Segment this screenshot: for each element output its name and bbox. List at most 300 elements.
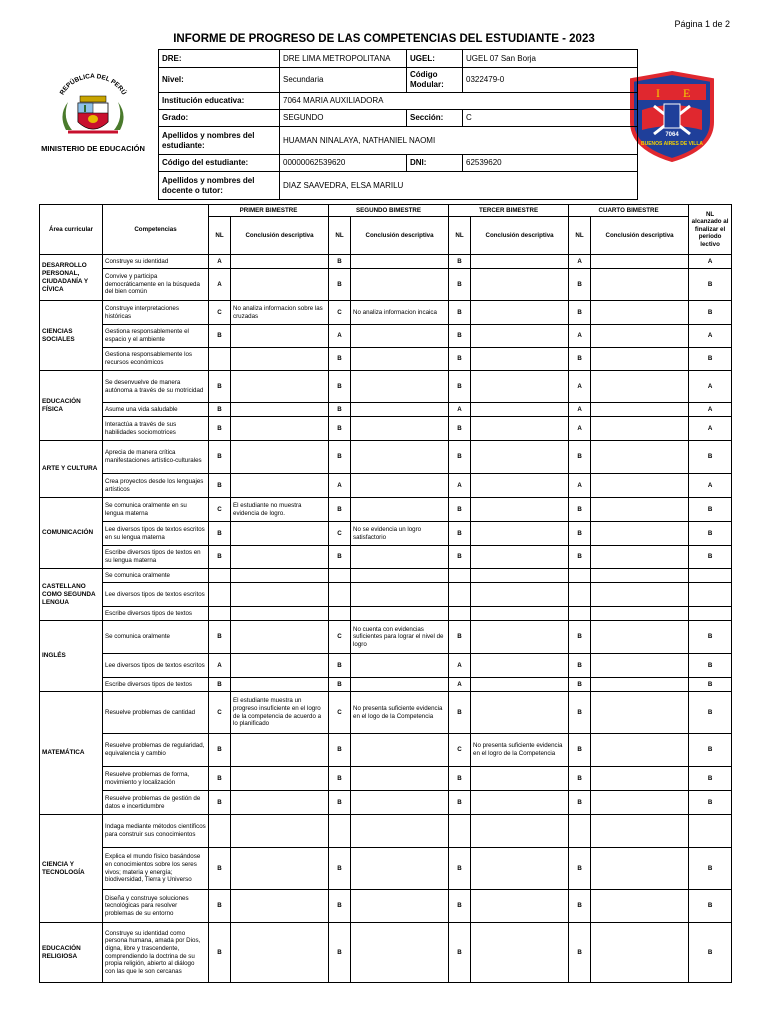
grade-nl-bim2: B — [329, 498, 351, 522]
competency-name: Resuelve problemas de gestión de datos e incertidumbre — [103, 791, 209, 815]
grade-nl-bim3: B — [449, 325, 471, 348]
conclusion-bim4 — [591, 678, 689, 692]
conclusion-bim4 — [591, 569, 689, 583]
conclusion-bim3 — [471, 474, 569, 498]
grade-nl-bim3: B — [449, 621, 471, 654]
competency-name: Se comunica oralmente — [103, 569, 209, 583]
grade-nl-bim4: B — [569, 734, 591, 767]
conclusion-bim2 — [351, 569, 449, 583]
grade-nl-bim1 — [209, 607, 231, 621]
conclusion-bim1 — [231, 255, 329, 269]
ie-value: 7064 MARIA AUXILIADORA — [280, 93, 638, 110]
conclusion-bim2 — [351, 583, 449, 607]
grade-nl-bim4: B — [569, 546, 591, 569]
grade-final: B — [689, 269, 732, 301]
conclusion-bim1: El estudiante muestra un progreso insuficiente en el logro de la competencia de acuerdo a lo planificado — [231, 692, 329, 734]
grade-final: B — [689, 734, 732, 767]
conclusion-bim1 — [231, 441, 329, 474]
conclusion-bim1 — [231, 546, 329, 569]
competency-name: Crea proyectos desde los lenguajes artísticos — [103, 474, 209, 498]
grade-nl-bim2: B — [329, 546, 351, 569]
header-nl: NL — [449, 217, 471, 255]
grade-final: B — [689, 692, 732, 734]
school-crest-icon — [626, 70, 718, 162]
student-code-value: 00000062539620 — [280, 155, 407, 172]
area-name: EDUCACIÓN RELIGIOSA — [40, 923, 103, 983]
competency-name: Construye su identidad como persona humana, amada por Dios, digna, libre y trascendente, comprendiendo la doctrina de su propia religión, abierto al diálogo con las que le son cercanas — [103, 923, 209, 983]
school-crest — [626, 70, 718, 162]
svg-text:7064: 7064 — [665, 132, 679, 138]
conclusion-bim3 — [471, 621, 569, 654]
conclusion-bim4 — [591, 325, 689, 348]
area-name: ARTE Y CULTURA — [40, 441, 103, 498]
conclusion-bim2 — [351, 546, 449, 569]
conclusion-bim2 — [351, 654, 449, 678]
grade-nl-bim4 — [569, 583, 591, 607]
grade-nl-bim2: C — [329, 301, 351, 325]
competency-name: Resuelve problemas de regularidad, equivalencia y cambio — [103, 734, 209, 767]
student-name-value: HUAMAN NINALAYA, NATHANIEL NAOMI — [280, 127, 638, 155]
table-row — [40, 767, 732, 791]
svg-text:BUENOS AIRES DE VILLA: BUENOS AIRES DE VILLA — [640, 141, 704, 147]
conclusion-bim4 — [591, 767, 689, 791]
conclusion-bim1 — [231, 890, 329, 923]
grade-nl-bim4: B — [569, 621, 591, 654]
conclusion-bim3 — [471, 403, 569, 417]
conclusion-bim4 — [591, 890, 689, 923]
arc-text: REPÚBLICA DEL PERÚ — [58, 72, 128, 97]
competency-name: Gestiona responsablemente los recursos económicos — [103, 348, 209, 371]
table-row — [40, 890, 732, 923]
grade-nl-bim2: B — [329, 848, 351, 890]
dni-value: 62539620 — [463, 155, 638, 172]
grade-final — [689, 569, 732, 583]
grade-nl-bim2: B — [329, 403, 351, 417]
grade-nl-bim4: B — [569, 301, 591, 325]
conclusion-bim2: No presenta suficiente evidencia en el logo de la Competencia — [351, 692, 449, 734]
table-row — [40, 607, 732, 621]
conclusion-bim1 — [231, 923, 329, 983]
header-bim3: TERCER BIMESTRE — [449, 205, 569, 217]
codmod-label: Código Modular: — [407, 68, 463, 93]
grade-nl-bim1: B — [209, 474, 231, 498]
conclusion-bim2 — [351, 791, 449, 815]
conclusion-bim4 — [591, 255, 689, 269]
grade-nl-bim3: B — [449, 848, 471, 890]
conclusion-bim3 — [471, 269, 569, 301]
grade-nl-bim2 — [329, 815, 351, 848]
grade-nl-bim1: B — [209, 734, 231, 767]
tutor-label: Apellidos y nombres del docente o tutor: — [159, 172, 280, 200]
grade-nl-bim2: B — [329, 654, 351, 678]
dre-value: DRE LIMA METROPOLITANA — [280, 50, 407, 68]
conclusion-bim2 — [351, 607, 449, 621]
grade-nl-bim4 — [569, 815, 591, 848]
grade-nl-bim1 — [209, 348, 231, 371]
grade-nl-bim1: B — [209, 791, 231, 815]
grade-nl-bim2 — [329, 569, 351, 583]
conclusion-bim3 — [471, 441, 569, 474]
table-row — [40, 848, 732, 890]
conclusion-bim2 — [351, 498, 449, 522]
area-name: MATEMÁTICA — [40, 692, 103, 815]
grade-nl-bim1: A — [209, 269, 231, 301]
area-name: CASTELLANO COMO SEGUNDA LENGUA — [40, 569, 103, 621]
header-nl: NL — [569, 217, 591, 255]
conclusion-bim4 — [591, 546, 689, 569]
conclusion-bim1 — [231, 569, 329, 583]
table-row — [40, 371, 732, 403]
conclusion-bim2 — [351, 269, 449, 301]
area-name: EDUCACIÓN FÍSICA — [40, 371, 103, 441]
conclusion-bim4 — [591, 583, 689, 607]
grade-nl-bim2: C — [329, 522, 351, 546]
competency-name: Se desenvuelve de manera autónoma a través de su motricidad — [103, 371, 209, 403]
grade-nl-bim1: B — [209, 621, 231, 654]
conclusion-bim4 — [591, 607, 689, 621]
conclusion-bim1 — [231, 678, 329, 692]
competency-name: Construye interpretaciones históricas — [103, 301, 209, 325]
grade-nl-bim4: B — [569, 848, 591, 890]
grado-value: SEGUNDO — [280, 110, 407, 127]
grade-final: B — [689, 678, 732, 692]
grade-nl-bim4: A — [569, 325, 591, 348]
grade-nl-bim1: A — [209, 654, 231, 678]
conclusion-bim3 — [471, 371, 569, 403]
grade-nl-bim1 — [209, 815, 231, 848]
grade-nl-bim3: B — [449, 255, 471, 269]
grade-nl-bim4: A — [569, 403, 591, 417]
grade-nl-bim3: B — [449, 301, 471, 325]
grade-final: B — [689, 348, 732, 371]
ministry-logo — [38, 70, 148, 160]
grade-final: B — [689, 848, 732, 890]
report-title: INFORME DE PROGRESO DE LAS COMPETENCIAS DEL ESTUDIANTE - 2023 — [173, 33, 595, 45]
tutor-value: DIAZ SAAVEDRA, ELSA MARILU — [280, 172, 638, 200]
table-row — [40, 569, 732, 583]
competency-name: Aprecia de manera crítica manifestaciones artístico-culturales — [103, 441, 209, 474]
conclusion-bim2: No analiza informacion incaica — [351, 301, 449, 325]
grade-nl-bim1: B — [209, 546, 231, 569]
grade-nl-bim4: A — [569, 417, 591, 441]
conclusion-bim1 — [231, 403, 329, 417]
conclusion-bim3 — [471, 815, 569, 848]
grade-nl-bim1: C — [209, 301, 231, 325]
grade-nl-bim1: B — [209, 767, 231, 791]
table-row — [40, 403, 732, 417]
grade-final: A — [689, 255, 732, 269]
conclusion-bim4 — [591, 734, 689, 767]
conclusion-bim3 — [471, 522, 569, 546]
competency-name: Indaga mediante métodos científicos para construir sus conocimientos — [103, 815, 209, 848]
grade-nl-bim2: C — [329, 621, 351, 654]
student-info-table — [158, 49, 638, 200]
grade-nl-bim3 — [449, 569, 471, 583]
svg-text:I: I — [656, 86, 660, 100]
conclusion-bim2 — [351, 815, 449, 848]
conclusion-bim1 — [231, 848, 329, 890]
table-row — [40, 654, 732, 678]
conclusion-bim2 — [351, 403, 449, 417]
table-row — [40, 255, 732, 269]
conclusion-bim2 — [351, 371, 449, 403]
ministry-label: MINISTERIO DE EDUCACIÓN — [41, 144, 145, 153]
grade-nl-bim2: B — [329, 890, 351, 923]
ugel-value: UGEL 07 San Borja — [463, 50, 638, 68]
conclusion-bim1: El estudiante no muestra evidencia de logro. — [231, 498, 329, 522]
header-area: Área curricular — [40, 205, 103, 255]
competency-name: Escribe diversos tipos de textos — [103, 678, 209, 692]
conclusion-bim3 — [471, 767, 569, 791]
grade-nl-bim2: B — [329, 923, 351, 983]
grade-nl-bim3: A — [449, 654, 471, 678]
conclusion-bim2 — [351, 678, 449, 692]
conclusion-bim3 — [471, 546, 569, 569]
conclusion-bim1 — [231, 371, 329, 403]
conclusion-bim2: No se evidencia un logro satisfactorio — [351, 522, 449, 546]
conclusion-bim1 — [231, 734, 329, 767]
grade-nl-bim3: A — [449, 403, 471, 417]
codmod-value: 0322479-0 — [463, 68, 638, 93]
conclusion-bim4 — [591, 498, 689, 522]
table-row — [40, 546, 732, 569]
grade-final: B — [689, 791, 732, 815]
grade-nl-bim4: B — [569, 498, 591, 522]
grade-nl-bim3: B — [449, 269, 471, 301]
grade-nl-bim3: A — [449, 474, 471, 498]
grade-final: B — [689, 522, 732, 546]
conclusion-bim1 — [231, 654, 329, 678]
grade-nl-bim1: B — [209, 923, 231, 983]
conclusion-bim3 — [471, 583, 569, 607]
competency-name: Construye su identidad — [103, 255, 209, 269]
header-bim1: PRIMER BIMESTRE — [209, 205, 329, 217]
grade-nl-bim4: B — [569, 767, 591, 791]
grade-nl-bim3: B — [449, 546, 471, 569]
conclusion-bim1 — [231, 815, 329, 848]
grade-nl-bim2: B — [329, 417, 351, 441]
competency-name: Lee diversos tipos de textos escritos — [103, 654, 209, 678]
conclusion-bim3 — [471, 890, 569, 923]
grade-final: B — [689, 890, 732, 923]
competency-name: Escribe diversos tipos de textos en su lengua materna — [103, 546, 209, 569]
competency-name: Resuelve problemas de forma, movimiento y localización — [103, 767, 209, 791]
conclusion-bim1 — [231, 583, 329, 607]
conclusion-bim4 — [591, 923, 689, 983]
conclusion-bim3 — [471, 678, 569, 692]
grade-nl-bim3 — [449, 607, 471, 621]
conclusion-bim3 — [471, 654, 569, 678]
conclusion-bim3 — [471, 569, 569, 583]
table-row — [40, 441, 732, 474]
conclusion-bim4 — [591, 474, 689, 498]
grade-nl-bim1: B — [209, 890, 231, 923]
competency-name: Asume una vida saludable — [103, 403, 209, 417]
svg-text:E: E — [683, 86, 691, 100]
competency-name: Se comunica oralmente — [103, 621, 209, 654]
grade-nl-bim2: B — [329, 441, 351, 474]
conclusion-bim4 — [591, 417, 689, 441]
conclusion-bim3 — [471, 255, 569, 269]
table-row — [40, 269, 732, 301]
grade-nl-bim3: B — [449, 522, 471, 546]
grade-nl-bim1 — [209, 569, 231, 583]
area-name: CIENCIA Y TECNOLOGÍA — [40, 815, 103, 923]
conclusion-bim3 — [471, 607, 569, 621]
grade-nl-bim3: B — [449, 890, 471, 923]
conclusion-bim2 — [351, 474, 449, 498]
conclusion-bim2 — [351, 923, 449, 983]
conclusion-bim4 — [591, 441, 689, 474]
table-row — [40, 621, 732, 654]
competency-name: Se comunica oralmente en su lengua materna — [103, 498, 209, 522]
grade-nl-bim3: B — [449, 923, 471, 983]
grade-nl-bim3: B — [449, 348, 471, 371]
nivel-label: Nivel: — [159, 68, 280, 93]
grade-nl-bim2: B — [329, 734, 351, 767]
grade-nl-bim4: B — [569, 791, 591, 815]
conclusion-bim4 — [591, 791, 689, 815]
grade-final — [689, 815, 732, 848]
competency-name: Diseña y construye soluciones tecnológicas para resolver problemas de su entorno — [103, 890, 209, 923]
grade-nl-bim2 — [329, 583, 351, 607]
grade-nl-bim2: B — [329, 791, 351, 815]
conclusion-bim3 — [471, 692, 569, 734]
grade-nl-bim3: C — [449, 734, 471, 767]
grade-nl-bim4: B — [569, 923, 591, 983]
grade-final: A — [689, 371, 732, 403]
conclusion-bim3 — [471, 498, 569, 522]
competency-name: Convive y participa democráticamente en la búsqueda del bien común — [103, 269, 209, 301]
conclusion-bim4 — [591, 621, 689, 654]
grade-nl-bim4 — [569, 607, 591, 621]
grade-nl-bim1: B — [209, 848, 231, 890]
table-row — [40, 301, 732, 325]
grade-nl-bim4: B — [569, 441, 591, 474]
grade-final: B — [689, 441, 732, 474]
grade-final: B — [689, 767, 732, 791]
grade-nl-bim4: A — [569, 255, 591, 269]
conclusion-bim1 — [231, 621, 329, 654]
student-code-label: Código del estudiante: — [159, 155, 280, 172]
grade-nl-bim1: B — [209, 441, 231, 474]
grade-nl-bim4: A — [569, 474, 591, 498]
grade-nl-bim3: A — [449, 678, 471, 692]
grade-nl-bim2: A — [329, 325, 351, 348]
grade-nl-bim3 — [449, 815, 471, 848]
header-bim4: CUARTO BIMESTRE — [569, 205, 689, 217]
grade-final: A — [689, 325, 732, 348]
grade-final: B — [689, 301, 732, 325]
conclusion-bim2 — [351, 441, 449, 474]
grade-nl-bim3: B — [449, 692, 471, 734]
header-conclusion: Conclusión descriptiva — [591, 217, 689, 255]
table-row — [40, 923, 732, 983]
header-final: NL alcanzado al finalizar el período lectivo — [689, 205, 732, 255]
table-row — [40, 692, 732, 734]
conclusion-bim3 — [471, 791, 569, 815]
grade-nl-bim4: A — [569, 371, 591, 403]
grade-final: B — [689, 654, 732, 678]
conclusion-bim2 — [351, 890, 449, 923]
grade-final — [689, 583, 732, 607]
conclusion-bim1 — [231, 791, 329, 815]
grade-final: B — [689, 546, 732, 569]
conclusion-bim4 — [591, 654, 689, 678]
grade-nl-bim1: B — [209, 403, 231, 417]
grade-nl-bim2: B — [329, 678, 351, 692]
grade-nl-bim3: B — [449, 498, 471, 522]
conclusion-bim1 — [231, 767, 329, 791]
conclusion-bim1 — [231, 474, 329, 498]
conclusion-bim3 — [471, 923, 569, 983]
ugel-label: UGEL: — [407, 50, 463, 68]
table-row — [40, 474, 732, 498]
competency-name: Escribe diversos tipos de textos — [103, 607, 209, 621]
grade-nl-bim4: B — [569, 654, 591, 678]
header-nl: NL — [209, 217, 231, 255]
conclusion-bim3 — [471, 848, 569, 890]
conclusion-bim2 — [351, 767, 449, 791]
conclusion-bim1 — [231, 269, 329, 301]
page-number: Página 1 de 2 — [674, 19, 730, 29]
grade-nl-bim4 — [569, 569, 591, 583]
grade-nl-bim1: B — [209, 417, 231, 441]
grades-body — [40, 255, 732, 983]
competency-name: Explica el mundo físico basándose en conocimientos sobre los seres vivos; materia y energía; biodiversidad, Tierra y Universo — [103, 848, 209, 890]
competency-name: Resuelve problemas de cantidad — [103, 692, 209, 734]
table-row — [40, 815, 732, 848]
conclusion-bim1 — [231, 325, 329, 348]
conclusion-bim4 — [591, 371, 689, 403]
grade-nl-bim2: C — [329, 692, 351, 734]
conclusion-bim2 — [351, 417, 449, 441]
conclusion-bim3 — [471, 325, 569, 348]
grade-nl-bim3: B — [449, 767, 471, 791]
conclusion-bim3 — [471, 348, 569, 371]
competency-name: Interactúa a través de sus habilidades sociomotrices — [103, 417, 209, 441]
grade-nl-bim3 — [449, 583, 471, 607]
grade-final: A — [689, 474, 732, 498]
conclusion-bim2: No cuenta con evidencias suficientes para lograr el nivel de logro — [351, 621, 449, 654]
area-name: COMUNICACIÓN — [40, 498, 103, 569]
conclusion-bim4 — [591, 522, 689, 546]
table-row — [40, 417, 732, 441]
table-row — [40, 678, 732, 692]
grade-nl-bim4: B — [569, 522, 591, 546]
conclusion-bim4 — [591, 403, 689, 417]
conclusion-bim2 — [351, 348, 449, 371]
grade-final: A — [689, 417, 732, 441]
conclusion-bim4 — [591, 815, 689, 848]
grade-final — [689, 607, 732, 621]
dni-label: DNI: — [407, 155, 463, 172]
table-row — [40, 348, 732, 371]
header-conclusion: Conclusión descriptiva — [231, 217, 329, 255]
grade-nl-bim1: B — [209, 325, 231, 348]
conclusion-bim2 — [351, 325, 449, 348]
conclusion-bim2 — [351, 734, 449, 767]
grade-final: A — [689, 403, 732, 417]
conclusion-bim3 — [471, 301, 569, 325]
header-bim2: SEGUNDO BIMESTRE — [329, 205, 449, 217]
conclusion-bim4 — [591, 301, 689, 325]
grade-nl-bim4: B — [569, 348, 591, 371]
seccion-value: C — [463, 110, 638, 127]
conclusion-bim4 — [591, 269, 689, 301]
conclusion-bim1 — [231, 417, 329, 441]
grade-nl-bim1: C — [209, 692, 231, 734]
